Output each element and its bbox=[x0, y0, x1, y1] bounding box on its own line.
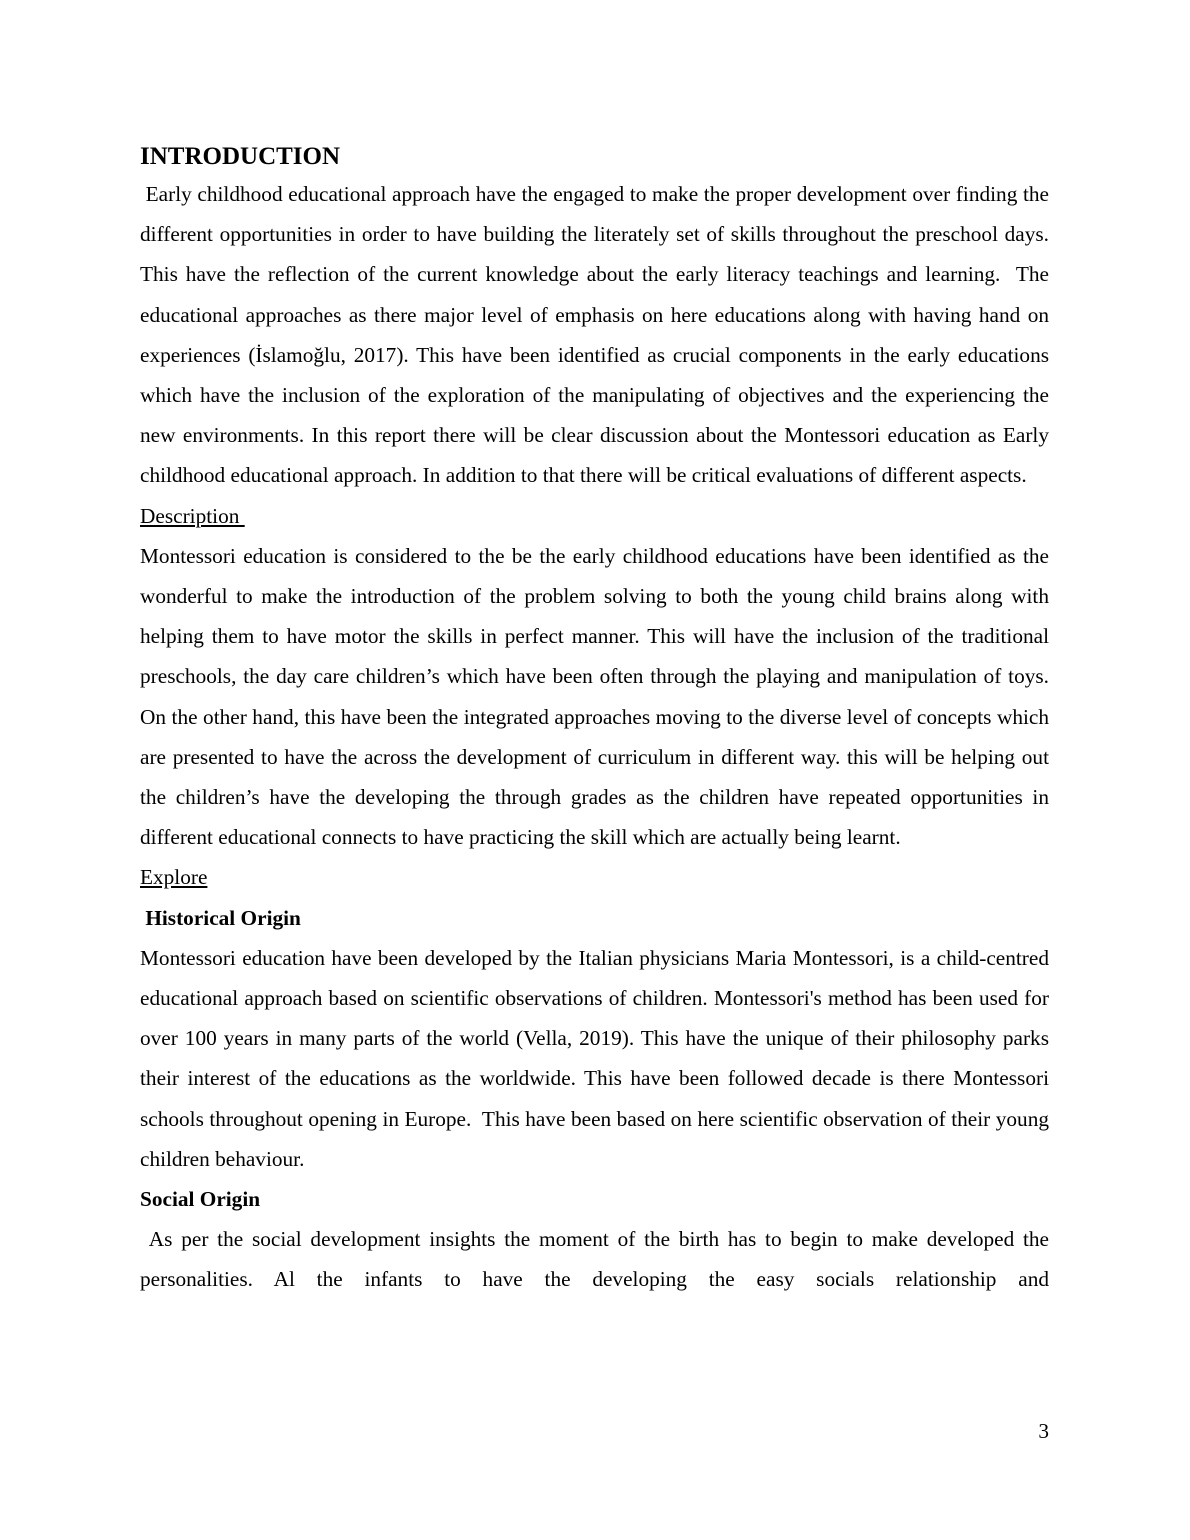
document-page bbox=[140, 140, 1055, 1300]
explore-heading: Explore bbox=[140, 865, 208, 890]
description-heading: Description bbox=[140, 503, 245, 528]
description-paragraph: Montessori education is considered to the be the early childhood educations have been identified as the wonderful to make the introduction of the problem solving to both the young child brains along with helping them to have motor the skills in perfect manner. This will have the inclusion of the traditional preschools, the day care children’s which have been often through the playing and manipulation of toys. On the other hand, this have been the integrated approaches moving to the diverse level of concepts which are presented to have the across the development of curriculum in different way. this will be helping out the children’s have the developing the through grades as the children have repeated opportunities in different educational connects to have practicing the skill which are actually being learnt. bbox=[140, 543, 1049, 850]
page-title: INTRODUCTION bbox=[140, 143, 341, 170]
page-number: 3 bbox=[1038, 1419, 1049, 1443]
social-origin-paragraph: As per the social development insights the moment of the birth has to begin to make developed the personalities. Al the infants to have the developing the easy socials relationship and bbox=[140, 1227, 1055, 1292]
social-origin-heading: Social Origin bbox=[140, 1187, 261, 1212]
intro-paragraph: Early childhood educational approach have the engaged to make the proper development over finding the different opportunities in order to have building the literately set of skills throughout the preschool days. This have the reflection of the current knowledge about the early literacy teachings and learning. The educational approaches as there major level of emphasis on here educations along with having hand on experiences (İslamoğlu, 2017). This have been identified as crucial components in the early educations which have the inclusion of the exploration of the manipulating of objectives and the experiencing the new environments. In this report there will be clear discussion about the Montessori education as Early childhood educational approach. In addition to that there will be critical evaluations of different aspects. bbox=[140, 182, 1055, 488]
historical-origin-paragraph: Montessori education have been developed by the Italian physicians Maria Montessori, is a child-centred educational approach based on scientific observations of children. Montessori's method has been used for over 100 years in many parts of the world (Vella, 2019). This have the unique of their philosophy parks their interest of the educations as the worldwide. This have been followed decade is there Montessori schools throughout opening in Europe. This have been based on here scientific observation of their young children behaviour. bbox=[140, 945, 1055, 1171]
historical-origin-heading: Historical Origin bbox=[140, 905, 301, 930]
